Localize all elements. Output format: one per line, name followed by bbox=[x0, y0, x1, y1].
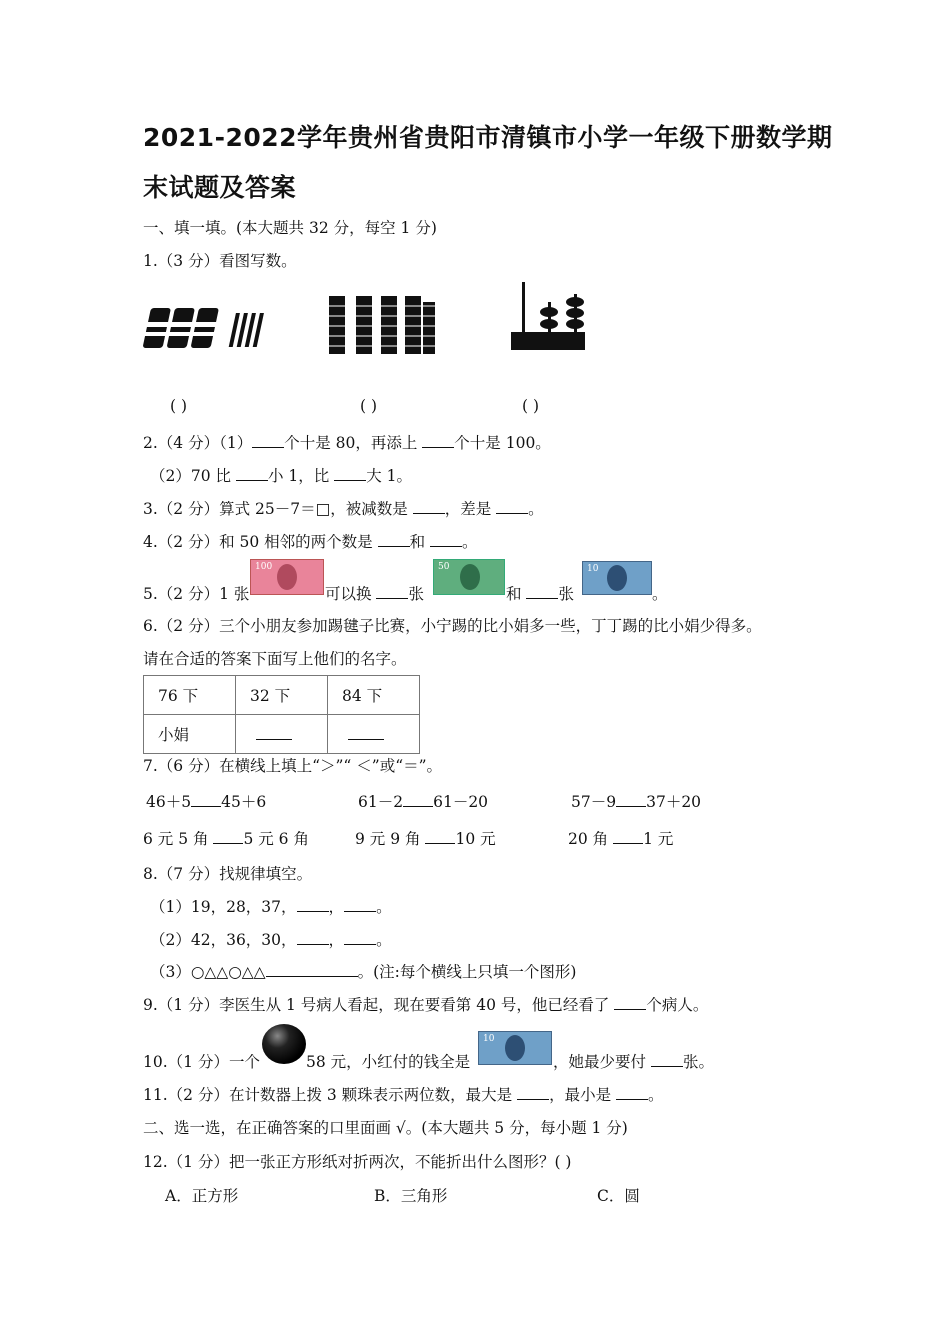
q7-item-5: 9 元 9 角 10 元 bbox=[355, 830, 496, 848]
section-2-heading: 二、选一选，在正确答案的口里面画 √。(本大题共 5 分，每小题 1 分) bbox=[143, 1119, 628, 1137]
banknote-10-icon: 10 bbox=[582, 561, 652, 595]
q10-line-end: ，她最少要付 张。 bbox=[553, 1053, 714, 1071]
q2-line1: 2.（4 分）（1） 个十是 80，再添上 个十是 100。 bbox=[143, 434, 551, 452]
q1-text: 1.（3 分）看图写数。 bbox=[143, 252, 297, 270]
answer-blank[interactable] bbox=[422, 433, 454, 448]
q5-line-mid: 可以换 张 bbox=[325, 585, 424, 603]
q5-line-end: 和 张 bbox=[506, 585, 574, 603]
section-1-heading: 一、填一填。(本大题共 32 分，每空 1 分) bbox=[143, 219, 437, 237]
page-title-line2: 末试题及答案 bbox=[143, 173, 297, 202]
q4-line: 4.（2 分）和 50 相邻的两个数是 和 。 bbox=[143, 533, 478, 551]
answer-blank[interactable] bbox=[376, 584, 408, 599]
answer-blank[interactable] bbox=[413, 499, 445, 514]
q8-item-3: （3）○△△○△△ 。(注:每个横线上只填一个图形) bbox=[150, 963, 577, 981]
q8-item-2: （2）42，36，30， ， 。 bbox=[150, 931, 392, 949]
q1-figures bbox=[143, 280, 603, 365]
page-title-line1: 2021-2022学年贵州省贵阳市清镇市小学一年级下册数学期 bbox=[143, 123, 833, 152]
q9-line: 9.（1 分）李医生从 1 号病人看起，现在要看第 40 号，他已经看了 个病人。 bbox=[143, 996, 709, 1014]
q6-line1: 6.（2 分）三个小朋友参加踢毽子比赛，小宁踢的比小娟多一些，丁丁踢的比小娟少得多。 bbox=[143, 617, 762, 635]
q1-answer-blank-2[interactable]: ( ) bbox=[360, 397, 378, 415]
answer-blank[interactable] bbox=[425, 829, 455, 844]
q8-text: 8.（7 分）找规律填空。 bbox=[143, 865, 313, 883]
answer-blank[interactable] bbox=[266, 962, 358, 977]
q6-table bbox=[143, 675, 420, 754]
q3-line: 3.（2 分）算式 25－7＝□，被减数是 ，差是 。 bbox=[143, 500, 544, 518]
answer-blank[interactable] bbox=[651, 1052, 683, 1067]
answer-blank[interactable] bbox=[334, 466, 366, 481]
answer-blank[interactable] bbox=[616, 1085, 648, 1100]
banknote-100-icon: 100 bbox=[250, 559, 324, 595]
table-header-cell: 76 下 bbox=[144, 676, 236, 715]
answer-blank[interactable] bbox=[213, 829, 243, 844]
q7-item-6: 20 角 1 元 bbox=[568, 830, 674, 848]
table-header-cell: 84 下 bbox=[328, 676, 420, 715]
abacus-figure bbox=[511, 282, 585, 350]
table-cell: 小娟 bbox=[144, 715, 236, 754]
q7-item-1: 46＋5 45＋6 bbox=[146, 793, 267, 811]
table-answer-cell[interactable] bbox=[328, 715, 420, 754]
answer-blank[interactable] bbox=[614, 995, 646, 1010]
answer-blank[interactable] bbox=[236, 466, 268, 481]
table-answer-cell[interactable] bbox=[236, 715, 328, 754]
q12-text: 12.（1 分）把一张正方形纸对折两次，不能折出什么图形？( ) bbox=[143, 1153, 572, 1171]
q1-answer-blank-1[interactable]: ( ) bbox=[170, 397, 188, 415]
answer-blank[interactable] bbox=[613, 829, 643, 844]
answer-blank[interactable] bbox=[297, 897, 329, 912]
cube-towers-figure bbox=[329, 296, 435, 354]
answer-blank[interactable] bbox=[378, 532, 410, 547]
q5-text-1: 5.（2 分）1 张 bbox=[143, 585, 250, 603]
stick-bundles-figure bbox=[143, 308, 265, 348]
q7-text: 7.（6 分）在横线上填上“＞”“ ＜”或“＝”。 bbox=[143, 757, 443, 775]
q8-item-1: （1）19，28，37， ， 。 bbox=[150, 898, 392, 916]
q5-end-mark: 。 bbox=[652, 585, 668, 603]
answer-blank[interactable] bbox=[526, 584, 558, 599]
q10-text-2: 58 元，小红付的钱全是 bbox=[306, 1053, 471, 1071]
q11-line: 11.（2 分）在计数器上拨 3 颗珠表示两位数，最大是 ，最小是 。 bbox=[143, 1086, 664, 1104]
q12-option-c[interactable]: C．圆 bbox=[597, 1187, 640, 1205]
q2-line2: （2）70 比 小 1，比 大 1。 bbox=[150, 467, 412, 485]
q7-item-3: 57－9 37＋20 bbox=[571, 793, 702, 811]
q7-item-4: 6 元 5 角 5 元 6 角 bbox=[143, 830, 309, 848]
answer-blank[interactable] bbox=[430, 532, 462, 547]
answer-blank[interactable] bbox=[344, 930, 376, 945]
answer-blank[interactable] bbox=[252, 433, 284, 448]
answer-blank[interactable] bbox=[517, 1085, 549, 1100]
q1-answer-blank-3[interactable]: ( ) bbox=[522, 397, 540, 415]
table-header-cell: 32 下 bbox=[236, 676, 328, 715]
answer-blank[interactable] bbox=[496, 499, 528, 514]
answer-blank[interactable] bbox=[403, 792, 433, 807]
answer-blank[interactable] bbox=[616, 792, 646, 807]
answer-blank[interactable] bbox=[191, 792, 221, 807]
banknote-50-icon: 50 bbox=[433, 559, 505, 595]
q12-option-a[interactable]: A．正方形 bbox=[165, 1187, 239, 1205]
answer-blank[interactable] bbox=[297, 930, 329, 945]
q6-line2: 请在合适的答案下面写上他们的名字。 bbox=[143, 650, 407, 668]
q7-item-2: 61－2 61－20 bbox=[358, 793, 489, 811]
answer-blank[interactable] bbox=[344, 897, 376, 912]
q12-option-b[interactable]: B．三角形 bbox=[374, 1187, 448, 1205]
ball-icon bbox=[262, 1024, 306, 1064]
q10-text-1: 10.（1 分）一个 bbox=[143, 1053, 260, 1071]
banknote-10-icon: 10 bbox=[478, 1031, 552, 1065]
